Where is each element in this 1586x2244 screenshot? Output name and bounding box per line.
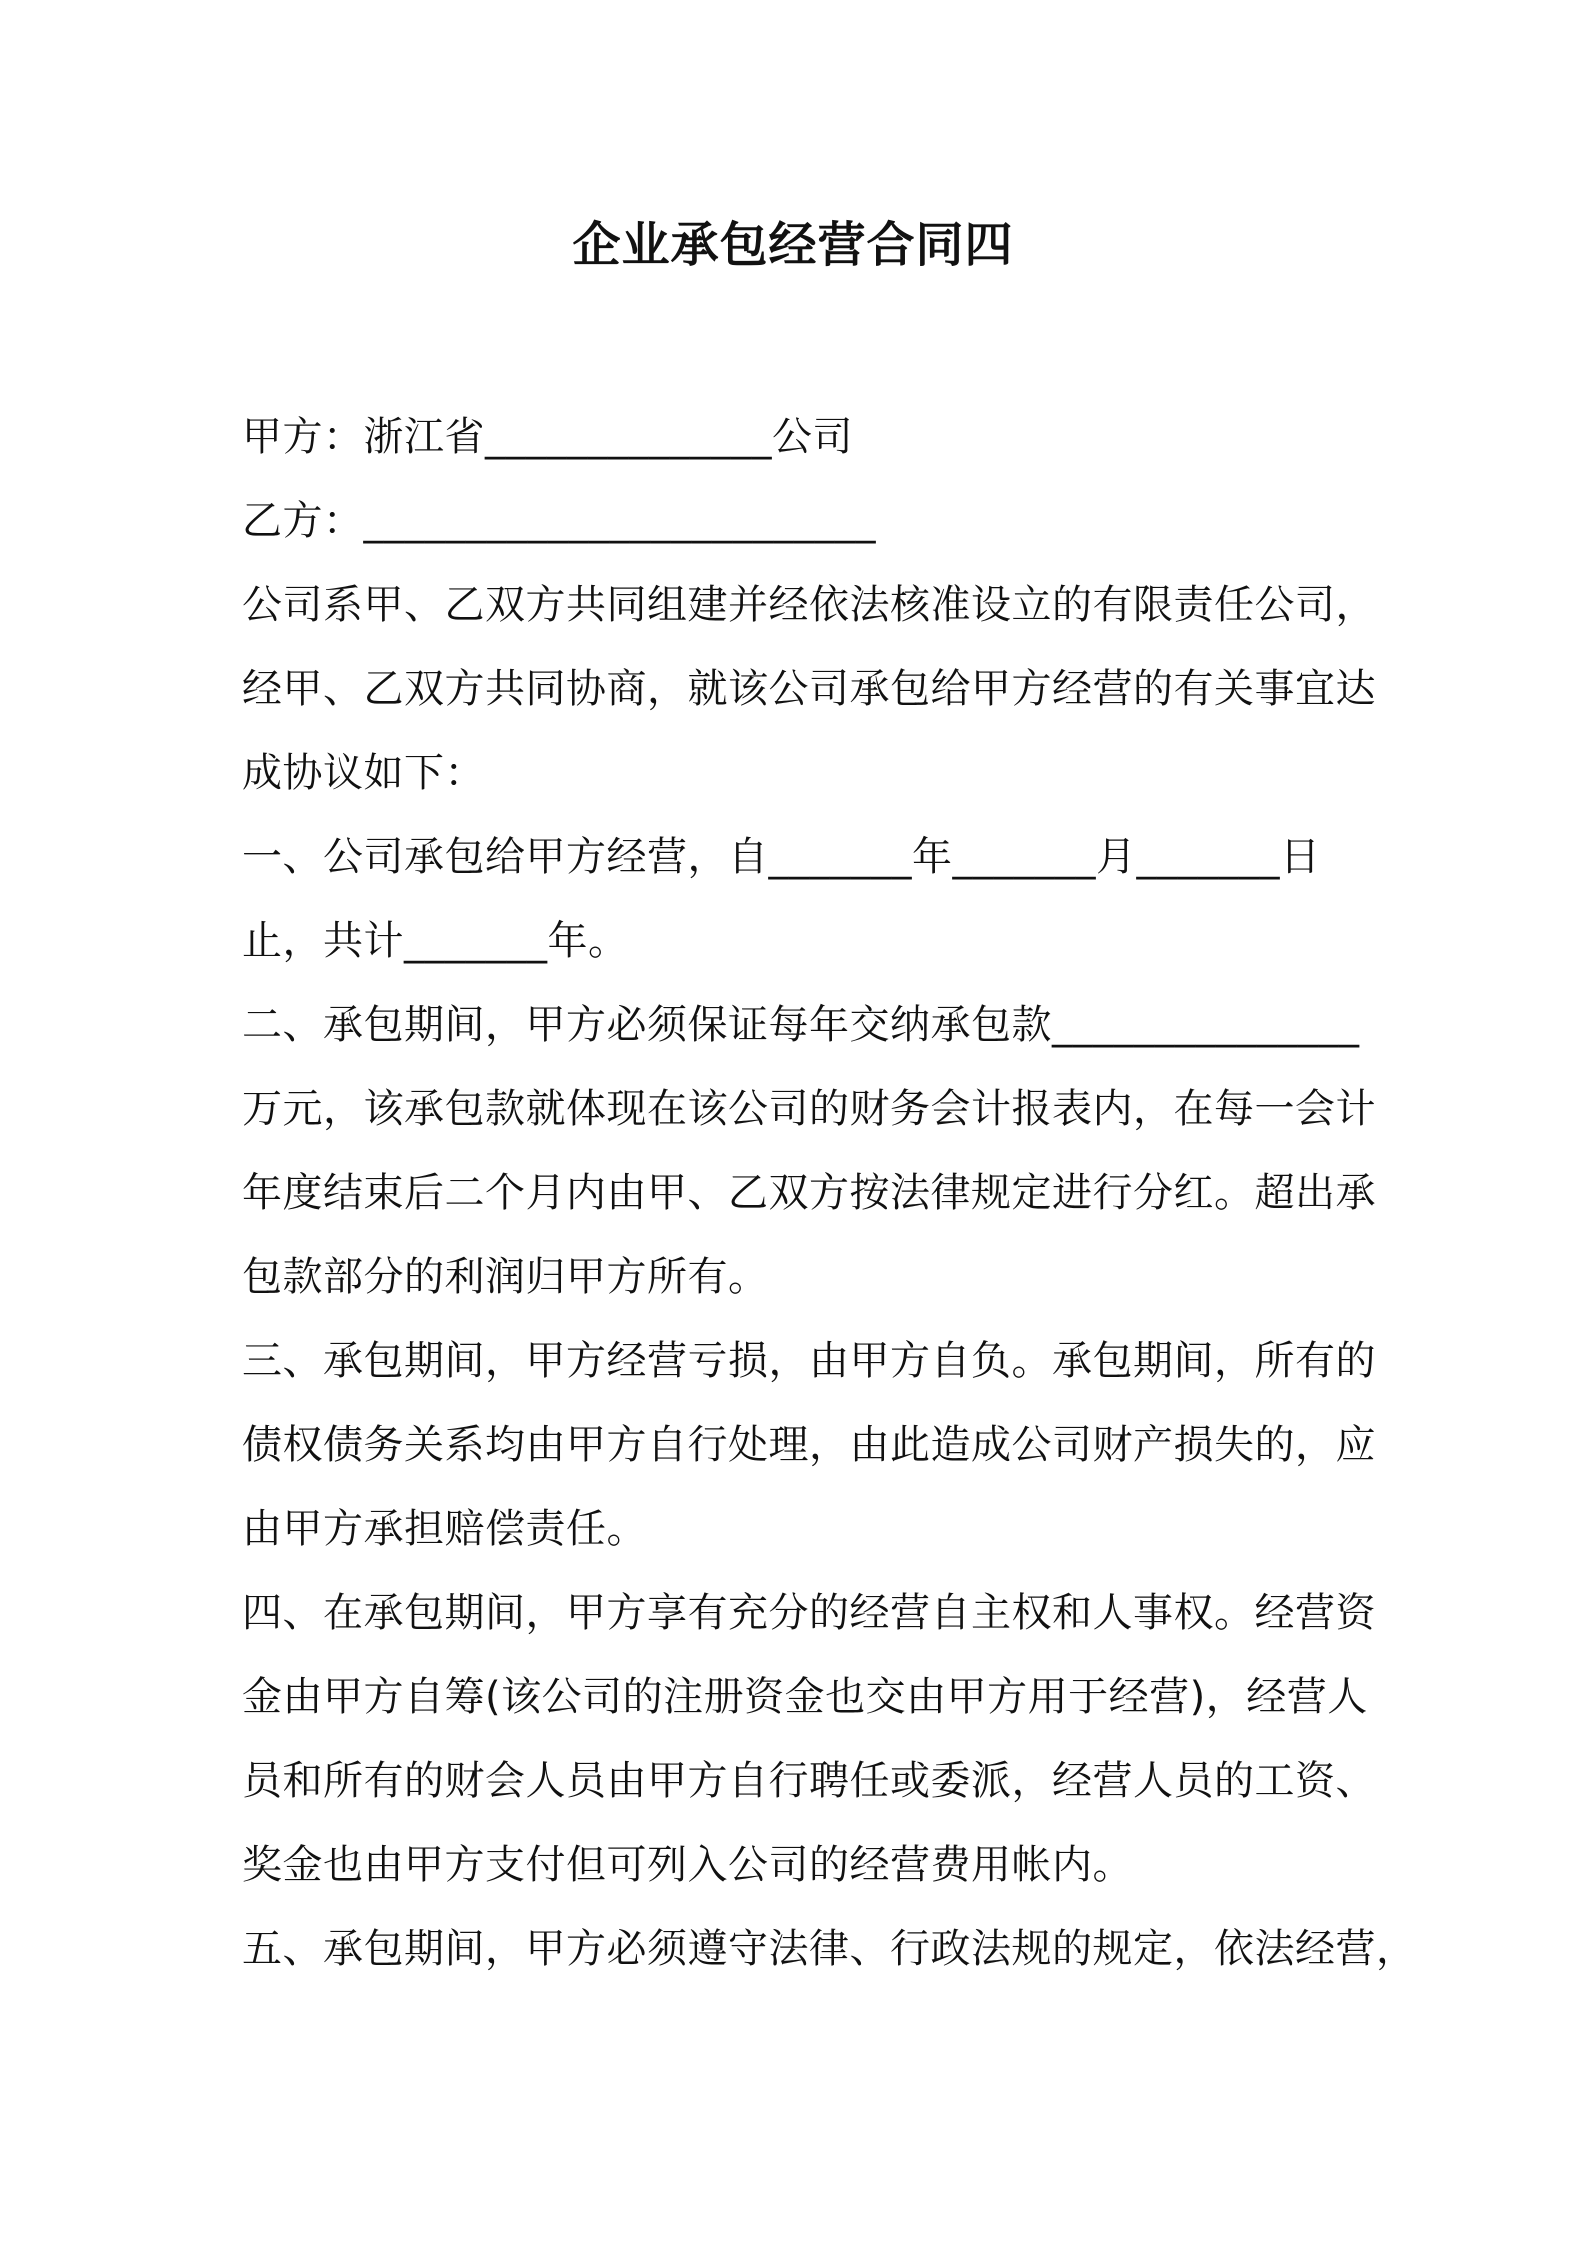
paragraph-line: 公司系甲、乙双方共同组建并经依法核准设立的有限责任公司， — [242, 582, 1376, 628]
clause-1-line: 止，共计_______年。 — [242, 918, 629, 964]
clause-4-line: 金由甲方自筹(该公司的注册资金也交由甲方用于经营)，经营人 — [242, 1674, 1368, 1720]
clause-2-line: 二、承包期间，甲方必须保证每年交纳承包款_______________ — [242, 1002, 1360, 1048]
clause-4-line: 奖金也由甲方支付但可列入公司的经营费用帐内。 — [242, 1842, 1133, 1888]
clause-3-line: 由甲方承担赔偿责任。 — [242, 1506, 647, 1552]
clause-1-line: 一、公司承包给甲方经营，自_______年_______月_______日 — [242, 834, 1321, 880]
party-a-line: 甲方：浙江省______________公司 — [242, 414, 853, 460]
clause-4-line: 四、在承包期间，甲方享有充分的经营自主权和人事权。经营资 — [242, 1590, 1376, 1636]
paragraph-line: 经甲、乙双方共同协商，就该公司承包给甲方经营的有关事宜达 — [242, 666, 1376, 712]
clause-3-line: 三、承包期间，甲方经营亏损，由甲方自负。承包期间，所有的 — [242, 1338, 1376, 1384]
paragraph-line: 成协议如下： — [242, 750, 485, 796]
document-body — [242, 395, 1417, 1991]
clause-2-line: 包款部分的利润归甲方所有。 — [242, 1254, 769, 1300]
clause-2-line: 万元，该承包款就体现在该公司的财务会计报表内，在每一会计 — [242, 1086, 1376, 1132]
party-b-line: 乙方：_________________________ — [242, 498, 876, 544]
document-title: 企业承包经营合同四 — [572, 217, 1014, 273]
clause-4-line: 员和所有的财会人员由甲方自行聘任或委派，经营人员的工资、 — [242, 1758, 1376, 1804]
clause-5-line: 五、承包期间，甲方必须遵守法律、行政法规的规定，依法经营， — [242, 1926, 1417, 1972]
clause-2-line: 年度结束后二个月内由甲、乙双方按法律规定进行分红。超出承 — [242, 1170, 1376, 1216]
clause-3-line: 债权债务关系均由甲方自行处理，由此造成公司财产损失的，应 — [242, 1422, 1376, 1468]
